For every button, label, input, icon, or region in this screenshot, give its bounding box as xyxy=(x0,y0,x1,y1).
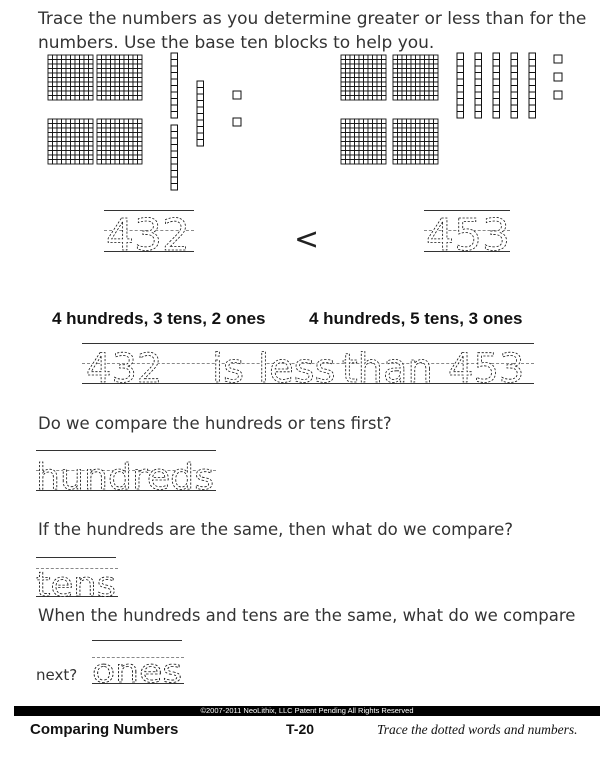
sentence-word-1: 432 xyxy=(86,346,163,386)
footer-instruction: Trace the dotted words and numbers. xyxy=(377,722,578,737)
hundred-block xyxy=(341,55,386,100)
base-ten-blocks xyxy=(0,0,614,200)
answer-2-trace xyxy=(36,566,118,598)
ten-rod xyxy=(171,53,178,118)
hundred-block xyxy=(393,119,438,164)
right-description: 4 hundreds, 5 tens, 3 ones xyxy=(309,309,523,328)
answer-3: ones xyxy=(92,655,182,685)
question-3: When the hundreds and tens are the same, what do we compare xyxy=(38,606,576,625)
footer-title: Comparing Numbers xyxy=(30,721,179,738)
one-cube xyxy=(233,91,241,99)
left-description: 4 hundreds, 3 tens, 2 ones xyxy=(52,309,266,328)
answer-3-line xyxy=(92,640,182,641)
left-number-trace xyxy=(104,206,194,252)
hundred-block xyxy=(48,119,93,164)
comparison-symbol: < xyxy=(294,222,320,257)
ten-rod xyxy=(171,125,178,190)
hundred-block xyxy=(341,119,386,164)
ten-rod xyxy=(475,53,482,118)
hundred-block xyxy=(97,119,142,164)
one-cube xyxy=(233,118,241,126)
hundred-block xyxy=(97,55,142,100)
ten-rod xyxy=(493,53,500,118)
ten-rod xyxy=(529,53,536,118)
ten-rod xyxy=(197,81,204,146)
one-cube xyxy=(554,55,562,63)
sentence-word-4: than xyxy=(342,346,433,386)
hundred-block xyxy=(393,55,438,100)
hundred-block xyxy=(48,55,93,100)
answer-1: hundreds xyxy=(36,457,214,494)
answer-3-trace xyxy=(92,655,184,685)
left-number: 432 xyxy=(106,210,190,252)
sentence-trace xyxy=(82,340,534,386)
question-2: If the hundreds are the same, then what do we compare? xyxy=(38,520,514,539)
copyright-bar: ©2007-2011 NeoLithix, LLC Patent Pending All Rights Reserved xyxy=(14,706,600,716)
one-cube xyxy=(554,91,562,99)
sentence-word-2: is xyxy=(212,346,244,386)
instructions: Trace the numbers as you determine greater or less than for the numbers. Use the base ten blocks to help you. xyxy=(38,9,587,53)
answer-2-line xyxy=(36,557,116,558)
one-cube xyxy=(554,73,562,81)
answer-2: tens xyxy=(36,566,116,598)
sentence-word-5: 453 xyxy=(448,346,525,386)
ten-rod xyxy=(457,53,464,118)
page-number: T-20 xyxy=(286,721,315,737)
right-number: 453 xyxy=(426,210,510,252)
question-1: Do we compare the hundreds or tens first? xyxy=(38,414,392,433)
sentence-word-3: less xyxy=(258,346,336,386)
ten-rod xyxy=(511,53,518,118)
right-number-trace xyxy=(424,206,510,252)
question-3-prefix: next? xyxy=(36,666,78,684)
answer-1-trace xyxy=(36,448,216,494)
